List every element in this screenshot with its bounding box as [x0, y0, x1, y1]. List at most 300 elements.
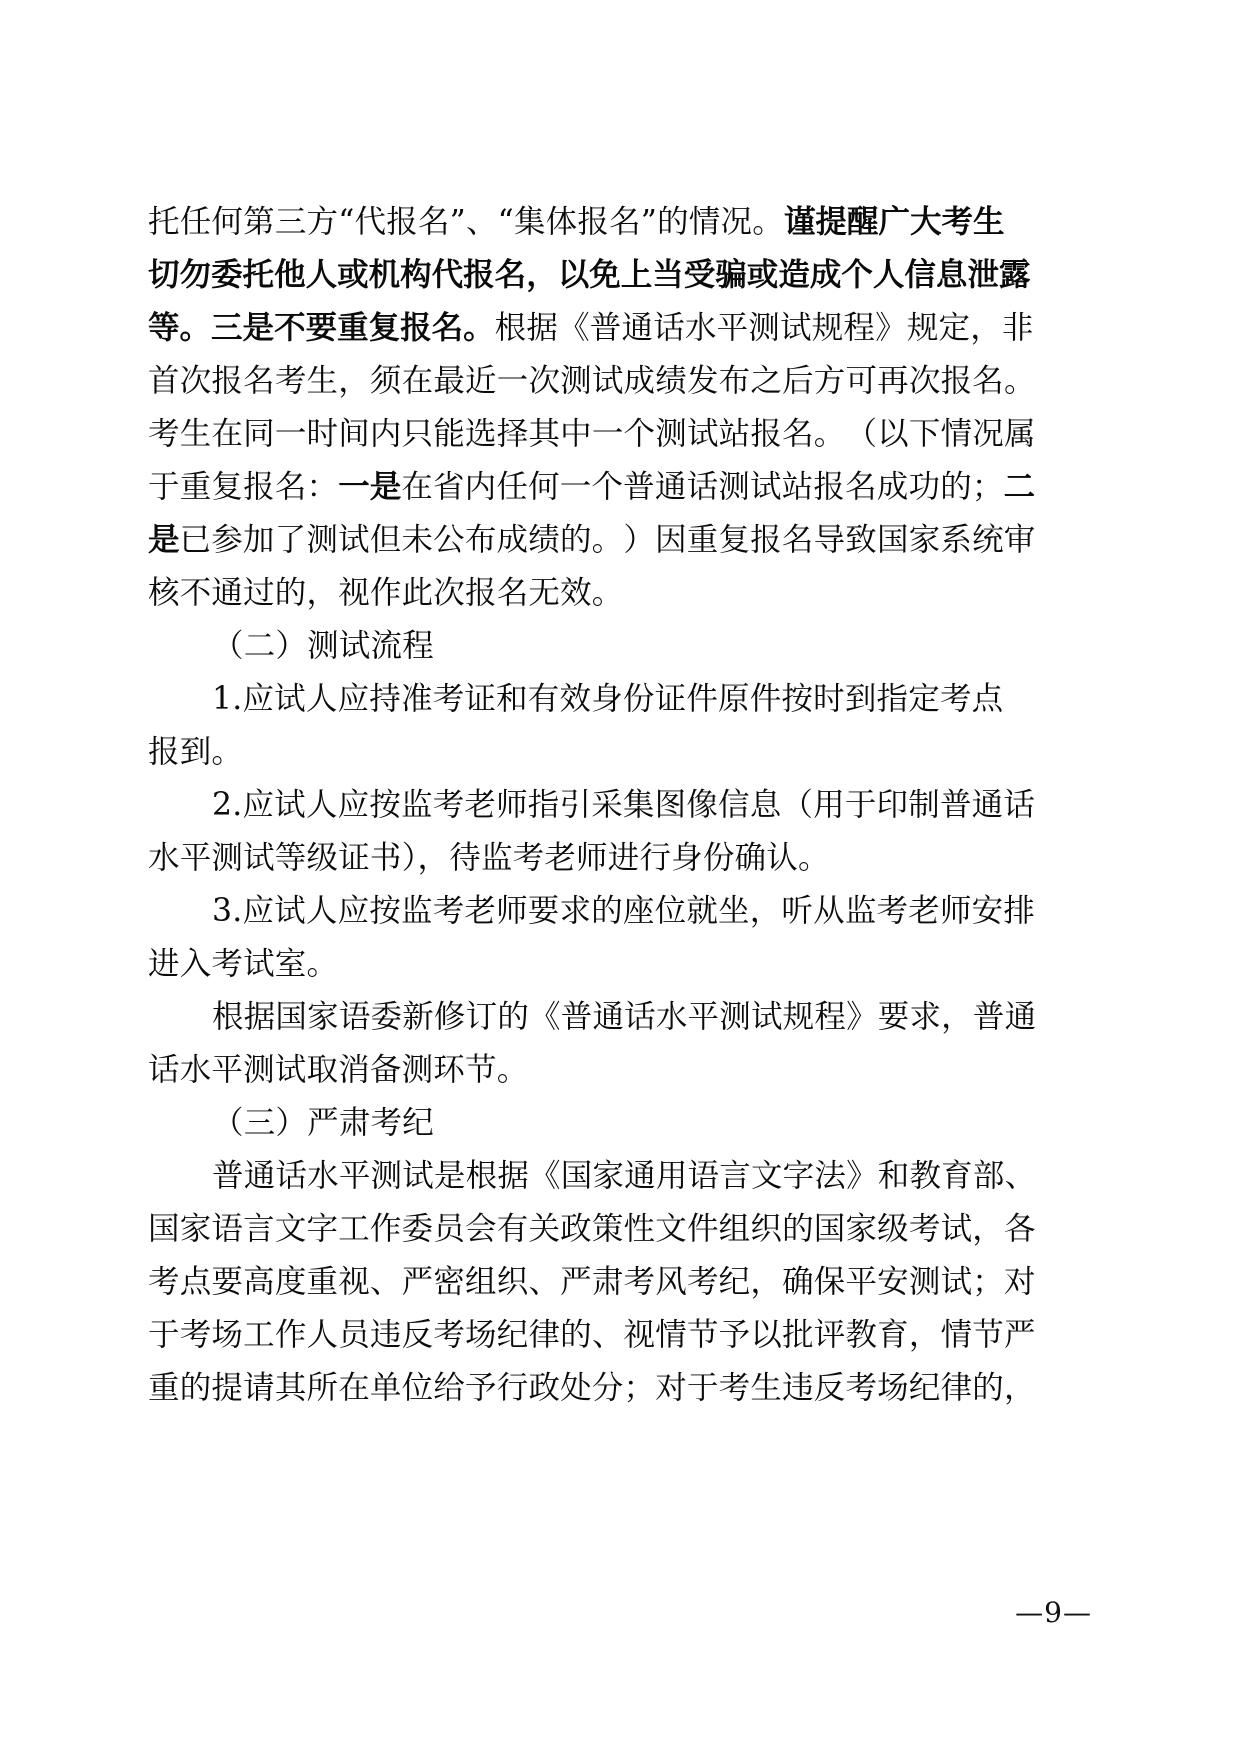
text-char: “	[338, 204, 355, 240]
text-char: 制	[908, 787, 940, 823]
text-char: 有	[496, 1211, 529, 1247]
text-char: 证	[654, 681, 687, 717]
text-char: 名	[972, 363, 1004, 399]
text-char: 生	[179, 416, 212, 452]
text-char: 情	[940, 416, 973, 452]
text-char: 身	[591, 681, 623, 717]
text-char: 以	[750, 1317, 783, 1353]
text-char: 提	[211, 1370, 244, 1406]
text-char: 加	[242, 522, 275, 558]
page-number: —9—	[1015, 1596, 1092, 1629]
text-char: 方	[813, 363, 846, 399]
text-char: 教	[845, 1317, 878, 1353]
text-char: ”	[449, 204, 466, 240]
text-char: 字	[782, 1158, 815, 1194]
text-char: 的	[497, 999, 530, 1035]
text-line	[148, 673, 1004, 726]
text-line	[148, 885, 1036, 938]
text-char: 政	[560, 1211, 592, 1247]
text-char: 于	[148, 469, 180, 505]
text-char: 、	[369, 1264, 402, 1300]
text-char: 须	[369, 363, 402, 399]
text-char: 要	[305, 310, 338, 346]
text-char: 育	[941, 1158, 973, 1194]
text-char: 予	[718, 1317, 751, 1353]
text-char: 他	[274, 257, 306, 293]
text-char: 水	[684, 310, 717, 346]
text-char: 名	[417, 204, 450, 240]
text-char: 人	[305, 787, 338, 823]
text-char: 引	[559, 787, 592, 823]
text-char: ；	[623, 1370, 656, 1406]
text-char: 家	[592, 1158, 625, 1194]
text-char: 报	[243, 469, 275, 505]
text-char: 师	[496, 787, 528, 823]
text-char: 织	[750, 1211, 783, 1247]
text-char: 应	[242, 681, 275, 717]
text-char: 件	[749, 681, 782, 717]
text-char: 请	[243, 1370, 275, 1406]
document-body	[148, 196, 1037, 1415]
text-char: 受	[683, 257, 716, 293]
text-char: 度	[274, 1264, 307, 1300]
text-char: 大	[909, 204, 942, 240]
text-char: 报	[940, 363, 973, 399]
text-char: 信	[718, 787, 750, 823]
text-char: 准	[400, 681, 433, 717]
text-char: 复	[368, 310, 401, 346]
text-char: 一	[591, 416, 624, 452]
text-char: 家	[908, 522, 941, 558]
text-char: 织	[496, 1264, 529, 1300]
text-char: 反	[401, 1317, 434, 1353]
text-char: 试	[402, 1158, 434, 1194]
text-char: 最	[433, 363, 466, 399]
text-char: ，	[970, 310, 1002, 346]
text-char: 到	[844, 681, 877, 717]
text-char: 律	[940, 1370, 973, 1406]
text-char: 水	[307, 1158, 339, 1194]
text-char: 点	[971, 681, 1004, 717]
text-char: 名	[243, 363, 275, 399]
text-char: 测	[306, 522, 339, 558]
text-char: 方	[306, 204, 339, 240]
text-char: 况	[720, 204, 753, 240]
text-char: 考	[876, 893, 909, 929]
text-char: 订	[465, 999, 498, 1035]
text-char: 平	[687, 999, 720, 1035]
text-char: 》	[875, 310, 907, 346]
text-char: 名	[781, 522, 814, 558]
text-char: 泄	[967, 257, 999, 293]
text-char: 中	[560, 416, 592, 452]
text-char: 语	[687, 1158, 720, 1194]
text-char: 律	[528, 1317, 561, 1353]
text-char: 采	[591, 787, 623, 823]
text-char: 点	[179, 1264, 212, 1300]
text-char: 次	[528, 363, 561, 399]
text-char: 修	[433, 999, 466, 1035]
text-char: 导	[813, 522, 846, 558]
text-char: 一	[559, 469, 592, 505]
text-char: 机	[368, 257, 401, 293]
text-char: 试	[338, 522, 370, 558]
text-char: 据	[243, 999, 276, 1035]
text-char: 家	[845, 1211, 878, 1247]
text-char: 定	[938, 310, 971, 346]
text-char: 话	[1003, 787, 1036, 823]
text-char: 就	[686, 893, 719, 929]
text-char: 程	[843, 310, 876, 346]
text-char: ，	[972, 1211, 1004, 1247]
text-char: 参	[211, 522, 243, 558]
text-char: 近	[465, 363, 497, 399]
text-char: 单	[369, 1370, 402, 1406]
text-char: 是	[369, 469, 402, 505]
text-char: 系	[940, 522, 973, 558]
text-char: 成	[496, 522, 529, 558]
text-char: 各	[1003, 1211, 1036, 1247]
text-char: 、	[1004, 1158, 1037, 1194]
text-char: 严	[560, 1264, 592, 1300]
text-char: 人	[872, 257, 905, 293]
text-char: ：	[306, 469, 339, 505]
text-char: 公	[433, 522, 465, 558]
text-char: 应	[337, 681, 370, 717]
text-char: 试	[686, 416, 719, 452]
text-char: 考	[148, 1264, 180, 1300]
text-char: 三	[274, 204, 307, 240]
text-char: 通	[243, 1158, 276, 1194]
text-char: 集	[622, 787, 655, 823]
text-char: ）	[623, 522, 656, 558]
text-char: 。	[179, 310, 212, 346]
text-char: 应	[337, 787, 370, 823]
text-line	[148, 726, 986, 779]
text-char: 按	[369, 787, 401, 823]
text-char: 一	[274, 416, 307, 452]
text-line	[148, 1044, 986, 1097]
text-char: 报	[400, 310, 432, 346]
text-char: 报	[750, 416, 783, 452]
text-char: 代	[431, 257, 464, 293]
text-segment: 话水平测试取消备测环节。	[148, 1052, 529, 1088]
text-char: 考	[845, 1370, 878, 1406]
text-char: 试	[749, 469, 782, 505]
text-char: 老	[464, 893, 497, 929]
text-char: 测	[370, 1158, 403, 1194]
text-char: 报	[211, 363, 244, 399]
text-char: 违	[369, 1317, 402, 1353]
text-line	[148, 1097, 986, 1150]
text-char: 绩	[528, 522, 560, 558]
text-segment: 水平测试等级证书），待监考老师进行身份确认。	[148, 840, 830, 876]
text-char: 集	[513, 204, 546, 240]
text-char: 次	[179, 363, 212, 399]
text-char: 测	[908, 1264, 941, 1300]
text-char: 测	[748, 310, 780, 346]
text-char: 师	[496, 893, 528, 929]
text-char: 何	[528, 469, 560, 505]
text-char: 要	[527, 893, 560, 929]
text-char: 应	[337, 893, 370, 929]
text-char: 等	[148, 310, 180, 346]
text-char: ；	[972, 1264, 1004, 1300]
text-char: 再	[877, 363, 909, 399]
text-char: 国	[560, 1158, 593, 1194]
text-char: 考	[908, 1211, 941, 1247]
text-char: 予	[465, 1370, 497, 1406]
text-char: 会	[465, 1211, 497, 1247]
text-char: .	[232, 787, 243, 823]
text-char: 考	[433, 1317, 466, 1353]
text-segment: （二）测试流程	[212, 628, 434, 664]
text-char: 据	[497, 1158, 530, 1194]
text-char: 任	[179, 204, 212, 240]
text-char: 平	[845, 1264, 878, 1300]
text-char: 高	[243, 1264, 275, 1300]
text-char: 程	[814, 999, 847, 1035]
text-char: 试	[940, 1211, 973, 1247]
text-char: 但	[369, 522, 402, 558]
text-char: 件	[686, 1211, 719, 1247]
text-char: （	[781, 787, 814, 823]
text-line	[148, 620, 986, 673]
text-char: 成	[809, 257, 842, 293]
text-char: 3	[212, 893, 233, 929]
text-char: 或	[746, 257, 779, 293]
text-char: 纪	[496, 1317, 529, 1353]
text-char: 上	[620, 257, 653, 293]
text-char: 普	[939, 787, 972, 823]
text-segment: 核不通过的，视作此次报名无效。	[148, 575, 624, 611]
text-char: 。	[591, 522, 624, 558]
text-segment: 报到。	[148, 734, 244, 770]
text-char: 、	[591, 1317, 624, 1353]
text-char: 免	[589, 257, 621, 293]
text-char: 报	[577, 204, 610, 240]
text-char: 按	[369, 893, 401, 929]
text-char: 纪	[718, 1264, 751, 1300]
text-char: 复	[718, 522, 751, 558]
text-char: 择	[496, 416, 529, 452]
text-char: ，	[749, 893, 782, 929]
text-char: 普	[589, 310, 622, 346]
text-char: 国	[876, 522, 909, 558]
text-char: 用	[813, 787, 845, 823]
text-char: 未	[401, 522, 434, 558]
text-char: 密	[433, 1264, 466, 1300]
text-char: 言	[719, 1158, 751, 1194]
text-char: 非	[1001, 310, 1034, 346]
text-char: 个	[591, 469, 624, 505]
text-char: 代	[354, 204, 387, 240]
text-char: 印	[876, 787, 909, 823]
text-char: 对	[1003, 1264, 1036, 1300]
text-line	[148, 938, 986, 991]
text-char: 根	[494, 310, 527, 346]
text-char: 通	[654, 469, 687, 505]
text-char: 普	[623, 469, 655, 505]
text-line	[148, 196, 1005, 249]
text-char: ；	[971, 469, 1004, 505]
text-char: 文	[274, 1211, 307, 1247]
text-char: 人	[305, 893, 338, 929]
text-char: 有	[527, 681, 560, 717]
text-char: 家	[307, 999, 339, 1035]
text-char: 于	[844, 787, 877, 823]
text-char: 在	[401, 469, 433, 505]
text-char: 座	[622, 893, 655, 929]
text-char: 可	[845, 363, 878, 399]
text-char: 醒	[846, 204, 879, 240]
text-char: 考	[623, 1264, 656, 1300]
text-char: 家	[179, 1211, 212, 1247]
text-char: 个	[841, 257, 873, 293]
text-char: 试	[274, 787, 306, 823]
text-char: 重	[686, 522, 719, 558]
text-char: 师	[939, 893, 972, 929]
text-char: 情	[688, 204, 721, 240]
text-char: 平	[338, 1158, 371, 1194]
text-char: 试	[750, 999, 783, 1035]
text-char: 《	[529, 1158, 561, 1194]
text-char: 视	[338, 1264, 370, 1300]
text-char: 测	[718, 469, 750, 505]
text-char: 骗	[715, 257, 747, 293]
text-char: 其	[528, 416, 561, 452]
text-char: 工	[243, 1317, 275, 1353]
text-char: .	[232, 681, 243, 717]
text-char: 的	[560, 1317, 592, 1353]
text-char: （	[845, 416, 878, 452]
text-char: 测	[719, 999, 751, 1035]
text-char: 考	[148, 416, 180, 452]
text-char: 间	[338, 416, 370, 452]
text-char: 报	[386, 204, 418, 240]
text-line	[148, 249, 1031, 302]
text-char: 指	[876, 681, 909, 717]
text-char: 名	[431, 310, 464, 346]
text-char: 同	[243, 416, 275, 452]
text-char: 站	[718, 416, 751, 452]
text-char: 名	[845, 469, 877, 505]
text-char: 名	[782, 416, 814, 452]
text-char: 组	[465, 1264, 497, 1300]
text-char: 于	[148, 1317, 180, 1353]
text-char: 、	[465, 204, 498, 240]
text-char: 考	[432, 787, 465, 823]
text-char: 信	[904, 257, 936, 293]
text-char: 任	[496, 469, 529, 505]
text-char: 对	[655, 1370, 687, 1406]
text-char: 《	[529, 999, 561, 1035]
text-char: 统	[972, 522, 1004, 558]
text-char: 第	[243, 204, 275, 240]
text-char: 话	[653, 310, 685, 346]
text-char: 名	[274, 469, 307, 505]
text-char: 二	[1003, 469, 1036, 505]
text-char: 的	[782, 1211, 814, 1247]
text-char: 的	[591, 893, 623, 929]
text-char: 名	[609, 204, 641, 240]
text-char: 国	[813, 1211, 846, 1247]
text-char: 。	[752, 204, 784, 240]
text-char: ”	[640, 204, 658, 240]
text-char: 话	[686, 469, 719, 505]
text-char: 定	[908, 681, 940, 717]
text-line	[148, 408, 1036, 461]
text-char: 应	[242, 787, 275, 823]
text-char: 次	[908, 363, 941, 399]
text-char: 监	[844, 893, 877, 929]
text-line	[148, 1362, 1036, 1415]
text-char: 规	[906, 310, 939, 346]
text-char: 。	[813, 416, 846, 452]
text-char: 只	[401, 416, 434, 452]
text-char: 人	[306, 1317, 339, 1353]
text-char: 根	[465, 1158, 498, 1194]
text-char: 的	[179, 1370, 212, 1406]
text-char: 个	[623, 416, 656, 452]
text-char: 生	[750, 1370, 783, 1406]
text-char: 了	[274, 522, 307, 558]
text-char: 在	[211, 416, 244, 452]
text-char: 人	[305, 681, 338, 717]
text-char: 是	[148, 522, 180, 558]
text-char: 国	[275, 999, 308, 1035]
text-char: 安	[971, 893, 1004, 929]
text-char: 重	[306, 1264, 339, 1300]
text-char: 谨	[783, 204, 816, 240]
text-char: 以	[877, 416, 909, 452]
text-char: 要	[211, 1264, 244, 1300]
text-char: 生	[973, 204, 1005, 240]
text-char: 造	[778, 257, 810, 293]
text-char: 评	[813, 1317, 846, 1353]
text-char: 文	[655, 1211, 687, 1247]
text-char: 保	[813, 1264, 846, 1300]
text-char: 的	[972, 1370, 1004, 1406]
text-char: 省	[432, 469, 465, 505]
text-char: 下	[908, 416, 941, 452]
text-char: 给	[433, 1370, 466, 1406]
text-char: 功	[908, 469, 941, 505]
text-char: 体	[545, 204, 578, 240]
text-char: 反	[813, 1370, 846, 1406]
text-char: 广	[878, 204, 910, 240]
text-line	[148, 1203, 1036, 1256]
text-char: 言	[243, 1211, 275, 1247]
text-char: 1	[212, 681, 233, 717]
text-char: 情	[655, 1317, 687, 1353]
text-char: 和	[877, 1158, 910, 1194]
text-char: 关	[528, 1211, 561, 1247]
text-char: 文	[750, 1158, 783, 1194]
text-char: 部	[972, 1158, 1005, 1194]
text-char: 绩	[655, 363, 687, 399]
text-char: 名	[494, 257, 527, 293]
text-char: 情	[940, 1317, 973, 1353]
text-char: 后	[782, 363, 814, 399]
text-char: 严	[1003, 1317, 1036, 1353]
text-char: 试	[940, 1264, 973, 1300]
text-char: 发	[686, 363, 719, 399]
text-char: 据	[526, 310, 559, 346]
text-char: 考	[686, 1264, 719, 1300]
text-char: 普	[972, 999, 1005, 1035]
text-char: 一	[496, 363, 529, 399]
